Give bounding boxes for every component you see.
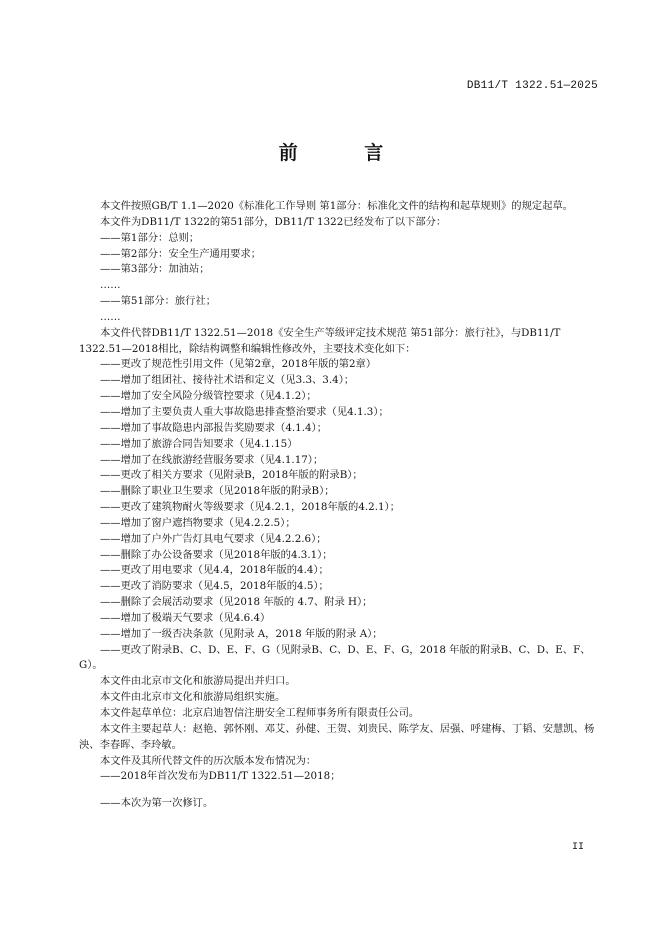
list-item: ——第2部分：安全生产通用要求； bbox=[100, 247, 262, 260]
list-item: ——增加了旅游合同告知要求（见4.1.15） bbox=[100, 437, 298, 450]
list-item: ——增加了组团社、接待社术语和定义（见3.3、3.4）； bbox=[100, 374, 355, 387]
list-item: ——增加了一级否决条款（见附录 A，2018 年版的附录 A）； bbox=[100, 627, 383, 640]
list-item: ——增加了事故隐患内部报告奖励要求（4.1.4）； bbox=[100, 421, 327, 434]
list-item: ——第3部分：加油站； bbox=[100, 263, 210, 276]
paragraph: 本文件起草单位：北京启迪智信注册安全工程师事务所有限责任公司。 bbox=[100, 707, 420, 719]
list-item: ——增加了主要负责人重大事故隐患排查整治要求（见4.1.3）； bbox=[100, 405, 389, 418]
ellipsis: …… bbox=[100, 310, 121, 323]
foreword-body bbox=[79, 199, 599, 812]
paragraph: 本文件代替DB11/T 1322.51—2018《安全生产等级评定技术规范 第51部分：旅行社》，与DB11/T 1322.51—2018相比，除结构调整和编辑性修改外，主要技术变化如下： bbox=[79, 326, 561, 355]
page-title: 前 言 bbox=[278, 142, 414, 164]
paragraph: 本文件及其所代替文件的历次版本发布情况为： bbox=[100, 754, 317, 767]
list-item: ——增加了安全风险分级管控要求（见4.1.2）； bbox=[100, 390, 317, 403]
list-item: ——更改了附录B、C、D、E、F、G（见附录B、C、D、E、F、G，2018 年版的附录B、C、D、E、F、G）。 bbox=[79, 643, 591, 672]
list-item: ——增加了窗户遮挡物要求（见4.2.2.5）； bbox=[100, 516, 296, 529]
list-item: ——第1部分：总则； bbox=[100, 231, 200, 244]
paragraph: 本文件由北京市文化和旅游局组织实施。 bbox=[100, 691, 286, 704]
list-item: ——增加了极端天气要求（见4.6.4） bbox=[100, 611, 271, 624]
list-item: ——更改了相关方要求（见附录B，2018年版的附录B）； bbox=[100, 469, 363, 482]
ellipsis: …… bbox=[100, 279, 121, 292]
list-item: ——本次为第一次修订。 bbox=[100, 797, 214, 810]
list-item: ——增加了户外广告灯具电气要求（见4.2.2.6）； bbox=[100, 532, 327, 545]
list-item: ——增加了在线旅游经营服务要求（见4.1.17）； bbox=[100, 453, 324, 466]
standard-code: DB11/T 1322.51—2025 bbox=[466, 80, 598, 92]
page-number: II bbox=[571, 842, 584, 853]
list-item: ——更改了消防要求（见4.5，2018年版的4.5）； bbox=[100, 580, 329, 593]
list-item: ——删除了职业卫生要求（见2018年版的附录B）； bbox=[100, 485, 335, 498]
list-item: ——更改了用电要求（见4.4，2018年版的4.4）； bbox=[100, 564, 329, 577]
list-item: ——2018年首次发布为DB11/T 1322.51—2018； bbox=[100, 770, 341, 783]
paragraph: 本文件由北京市文化和旅游局提出并归口。 bbox=[100, 675, 296, 688]
list-item: ——删除了会展活动要求（见2018 年版的 4.7、附录 H）； bbox=[100, 596, 373, 609]
list-item: ——删除了办公设备要求（见2018年版的4.3.1）； bbox=[100, 548, 333, 561]
paragraph: 本文件主要起草人：赵艳、郭怀刚、邓艾、孙健、王贺、刘贵民、陈学友、居强、呼建梅、丁韬、安慧凯、杨泱、李春晖、李玲敏。 bbox=[79, 722, 595, 751]
list-item: ——第51部分：旅行社； bbox=[100, 295, 217, 308]
list-item: ——更改了规范性引用文件（见第2章，2018年版的第2章） bbox=[100, 358, 377, 371]
paragraph: 本文件为DB11/T 1322的第51部分，DB11/T 1322已经发布了以下部分： bbox=[100, 215, 447, 228]
list-item: ——更改了建筑物耐火等级要求（见4.2.1，2018年版的4.2.1）； bbox=[100, 501, 400, 514]
paragraph: 本文件按照GB/T 1.1—2020《标准化工作导则 第1部分：标准化文件的结构和起草规则》的规定起草。 bbox=[100, 200, 574, 212]
